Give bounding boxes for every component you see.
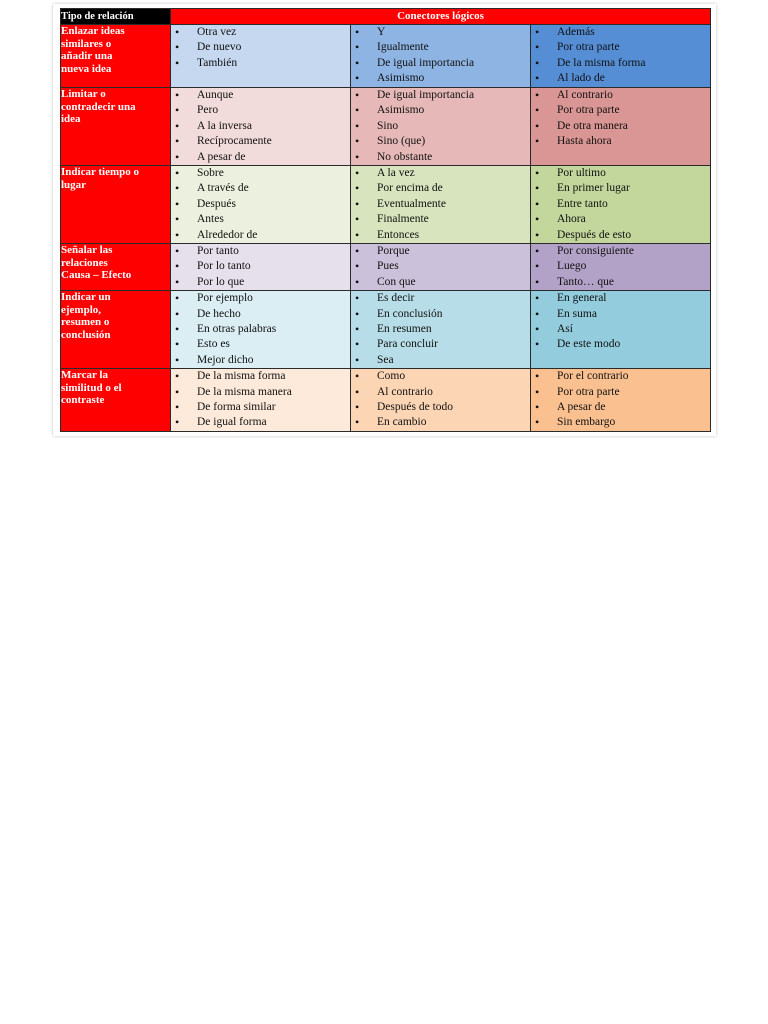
connector-item: • De igual importancia <box>351 88 530 103</box>
connector-cell <box>531 369 711 432</box>
connector-item: • En suma <box>531 307 710 322</box>
relation-type-cell <box>61 25 171 88</box>
connector-item: • Esto es <box>171 337 350 352</box>
connector-cell <box>171 369 351 432</box>
connector-list <box>351 25 530 87</box>
connector-item: • De hecho <box>171 307 350 322</box>
connector-item: • Eventualmente <box>351 197 530 212</box>
connector-item: • De la misma manera <box>171 385 350 400</box>
relation-type-label: Marcar la <box>61 369 108 382</box>
connector-list <box>351 291 530 368</box>
connector-item: • A pesar de <box>531 400 710 415</box>
connector-item: • Al lado de <box>531 71 710 86</box>
connector-item: • A la vez <box>351 166 530 181</box>
connector-item: • Aunque <box>171 88 350 103</box>
relation-type-cell <box>61 369 171 432</box>
connector-list <box>531 369 710 431</box>
connector-cell <box>351 25 531 88</box>
connector-list <box>171 291 350 368</box>
connector-cell <box>351 369 531 432</box>
relation-type-label: Enlazar ideas <box>61 25 125 37</box>
connector-list <box>351 166 530 243</box>
relation-type-label: ejemplo, <box>61 303 102 316</box>
connector-list <box>531 25 710 87</box>
relation-type-label: conclusión <box>61 328 111 341</box>
connector-item: • De la misma forma <box>171 369 350 384</box>
relation-type-cell <box>61 166 171 244</box>
connector-cell <box>351 244 531 291</box>
connector-item: • Por lo tanto <box>171 259 350 274</box>
connector-item: • Asimismo <box>351 103 530 118</box>
connector-item: • Hasta ahora <box>531 134 710 149</box>
connector-item: • Sobre <box>171 166 350 181</box>
connector-item: • Con que <box>351 275 530 290</box>
connector-item: • En resumen <box>351 322 530 337</box>
connector-cell <box>171 166 351 244</box>
connector-item: • Como <box>351 369 530 384</box>
connector-list <box>171 88 350 165</box>
connector-item: • A través de <box>171 181 350 196</box>
relation-type-label: añadir una <box>61 50 113 62</box>
table-row <box>61 244 711 291</box>
relation-type-label: contraste <box>61 394 105 407</box>
connector-list <box>531 244 710 290</box>
connector-item: • De igual forma <box>171 415 350 430</box>
connector-item: • Por encima de <box>351 181 530 196</box>
connector-list <box>531 88 710 150</box>
relation-type-label: Causa – Efecto <box>61 269 132 281</box>
table-row <box>61 291 711 369</box>
relation-type-cell <box>61 88 171 166</box>
connector-cell <box>351 166 531 244</box>
connector-item: • Antes <box>171 212 350 227</box>
header-logical-connectors: Conectores lógicos <box>171 9 711 25</box>
connector-item: • Por lo que <box>171 275 350 290</box>
connector-item: • Recíprocamente <box>171 134 350 149</box>
table-row <box>61 88 711 166</box>
connector-item: • En cambio <box>351 415 530 430</box>
relation-type-label: Limitar o <box>61 88 106 100</box>
connector-item: • Entonces <box>351 228 530 243</box>
connector-item: • En primer lugar <box>531 181 710 196</box>
relation-type-label: lugar <box>61 178 87 191</box>
connector-list <box>171 166 350 243</box>
relation-type-cell <box>61 291 171 369</box>
relation-type-label: similitud o el <box>61 381 122 394</box>
connector-item: • De la misma forma <box>531 56 710 71</box>
connector-item: • Sea <box>351 353 530 368</box>
connector-list <box>531 291 710 353</box>
relation-type-label: resumen o <box>61 316 110 329</box>
table-row <box>61 369 711 432</box>
relation-type-label: idea <box>61 113 81 125</box>
relation-type-label: relaciones <box>61 256 108 269</box>
relation-type-label: Indicar tiempo o <box>61 166 140 178</box>
connector-cell <box>531 25 711 88</box>
connector-item: • Y <box>351 25 530 40</box>
connector-item: • En conclusión <box>351 307 530 322</box>
connector-cell <box>171 25 351 88</box>
connector-cell <box>531 291 711 369</box>
connector-item: • De este modo <box>531 337 710 352</box>
connector-item: • Por tanto <box>171 244 350 259</box>
relation-type-label: contradecir una <box>61 100 136 113</box>
connector-item: • Entre tanto <box>531 197 710 212</box>
connector-item: • De forma similar <box>171 400 350 415</box>
connector-item: • Por otra parte <box>531 103 710 118</box>
table-row <box>61 25 711 88</box>
relation-type-cell <box>61 244 171 291</box>
document-page <box>53 4 716 436</box>
connector-item: • De igual importancia <box>351 56 530 71</box>
connector-list <box>351 369 530 431</box>
connector-item: • Sino <box>351 119 530 134</box>
connector-item: • Igualmente <box>351 40 530 55</box>
connector-item: • Por consiguiente <box>531 244 710 259</box>
connector-item: • Al contrario <box>351 385 530 400</box>
connector-item: • A pesar de <box>171 150 350 165</box>
connector-item: • Así <box>531 322 710 337</box>
connector-item: • Sin embargo <box>531 415 710 430</box>
connector-item: • Además <box>531 25 710 40</box>
relation-type-label: similares o <box>61 37 112 50</box>
connector-item: • Pero <box>171 103 350 118</box>
connector-cell <box>531 88 711 166</box>
connector-item: • No obstante <box>351 150 530 165</box>
connector-cell <box>171 88 351 166</box>
connector-item: • Por ejemplo <box>171 291 350 306</box>
connector-item: • Por ultimo <box>531 166 710 181</box>
connector-item: • Alrededor de <box>171 228 350 243</box>
connector-list <box>171 244 350 290</box>
header-relation-type: Tipo de relación <box>61 9 171 25</box>
connector-item: • En general <box>531 291 710 306</box>
connector-list <box>171 25 350 71</box>
connector-item: • Finalmente <box>351 212 530 227</box>
table-row <box>61 166 711 244</box>
connector-cell <box>531 244 711 291</box>
connector-item: • Asimismo <box>351 71 530 86</box>
connector-item: • Después <box>171 197 350 212</box>
connector-cell <box>531 166 711 244</box>
relation-type-label: Señalar las <box>61 244 113 256</box>
connector-item: • Para concluir <box>351 337 530 352</box>
connector-list <box>351 244 530 290</box>
connectors-table <box>60 8 711 432</box>
connector-item: • Después de todo <box>351 400 530 415</box>
connector-item: • Luego <box>531 259 710 274</box>
connector-cell <box>351 291 531 369</box>
connector-item: • En otras palabras <box>171 322 350 337</box>
connector-item: • A la inversa <box>171 119 350 134</box>
connector-item: • Por otra parte <box>531 385 710 400</box>
connector-item: • Porque <box>351 244 530 259</box>
connector-item: • Es decir <box>351 291 530 306</box>
connector-cell <box>171 291 351 369</box>
connector-item: • Por otra parte <box>531 40 710 55</box>
connector-item: • Después de esto <box>531 228 710 243</box>
connector-list <box>171 369 350 431</box>
connector-item: • Ahora <box>531 212 710 227</box>
connector-item: • Por el contrario <box>531 369 710 384</box>
connector-item: • Pues <box>351 259 530 274</box>
connector-item: • Al contrario <box>531 88 710 103</box>
connector-item: • De otra manera <box>531 119 710 134</box>
connector-item: • Sino (que) <box>351 134 530 149</box>
connector-cell <box>171 244 351 291</box>
connector-item: • Otra vez <box>171 25 350 40</box>
relation-type-label: Indicar un <box>61 291 111 304</box>
connector-item: • Tanto… que <box>531 275 710 290</box>
table-body <box>61 25 711 432</box>
relation-type-label: nueva idea <box>61 62 112 75</box>
connector-item: • También <box>171 56 350 71</box>
connector-list <box>531 166 710 243</box>
connector-list <box>351 88 530 165</box>
connector-item: • Mejor dicho <box>171 353 350 368</box>
connector-item: • De nuevo <box>171 40 350 55</box>
connector-cell <box>351 88 531 166</box>
